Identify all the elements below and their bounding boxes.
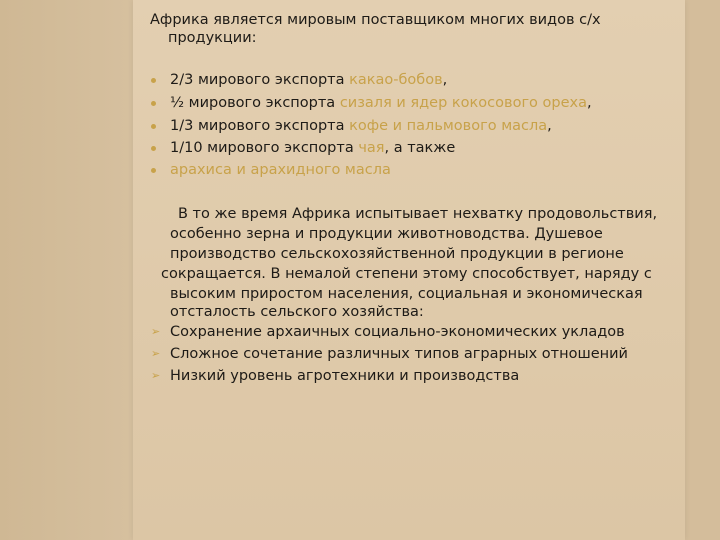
bullet-dot-icon [151, 78, 156, 83]
heading-line-2: продукции: [168, 30, 257, 46]
list-item-text: 1/10 мирового экспорта чая, а также [170, 140, 456, 156]
list-item-text: 1/3 мирового экспорта кофе и пальмового масла, [170, 118, 552, 134]
list-item-text: Сохранение архаичных социально-экономических укладов [170, 324, 625, 340]
paragraph-line: производство сельскохозяйственной продукции в регионе [170, 246, 624, 262]
paragraph-line: сокращается. В немалой степени этому способствует, наряду с [161, 266, 652, 282]
bullet-dot-icon [151, 124, 156, 129]
bullet-dot-icon [151, 101, 156, 106]
list-item-text: Низкий уровень агротехники и производства [170, 368, 520, 384]
list-item-text: арахиса и арахидного масла [170, 162, 391, 178]
paragraph-line: отсталость сельского хозяйства: [170, 304, 424, 320]
paragraph-line: особенно зерна и продукции животноводства. Душевое [170, 226, 603, 242]
list-item-text: ½ мирового экспорта сизаля и ядер кокосового ореха, [170, 95, 592, 111]
arrow-bullet-icon: ➢ [151, 347, 161, 360]
arrow-bullet-icon: ➢ [151, 325, 161, 338]
list-item-text: 2/3 мирового экспорта какао-бобов, [170, 72, 448, 88]
bullet-dot-icon [151, 168, 156, 173]
heading-line-1: Африка является мировым поставщиком многих видов с/х [150, 12, 601, 28]
paragraph-line: В то же время Африка испытывает нехватку продовольствия, [178, 206, 658, 222]
bullet-dot-icon [151, 146, 156, 151]
arrow-bullet-icon: ➢ [151, 369, 161, 382]
paragraph-line: высоким приростом населения, социальная и экономическая [170, 286, 643, 302]
side-decoration [0, 0, 133, 540]
list-item-text: Сложное сочетание различных типов аграрных отношений [170, 346, 628, 362]
